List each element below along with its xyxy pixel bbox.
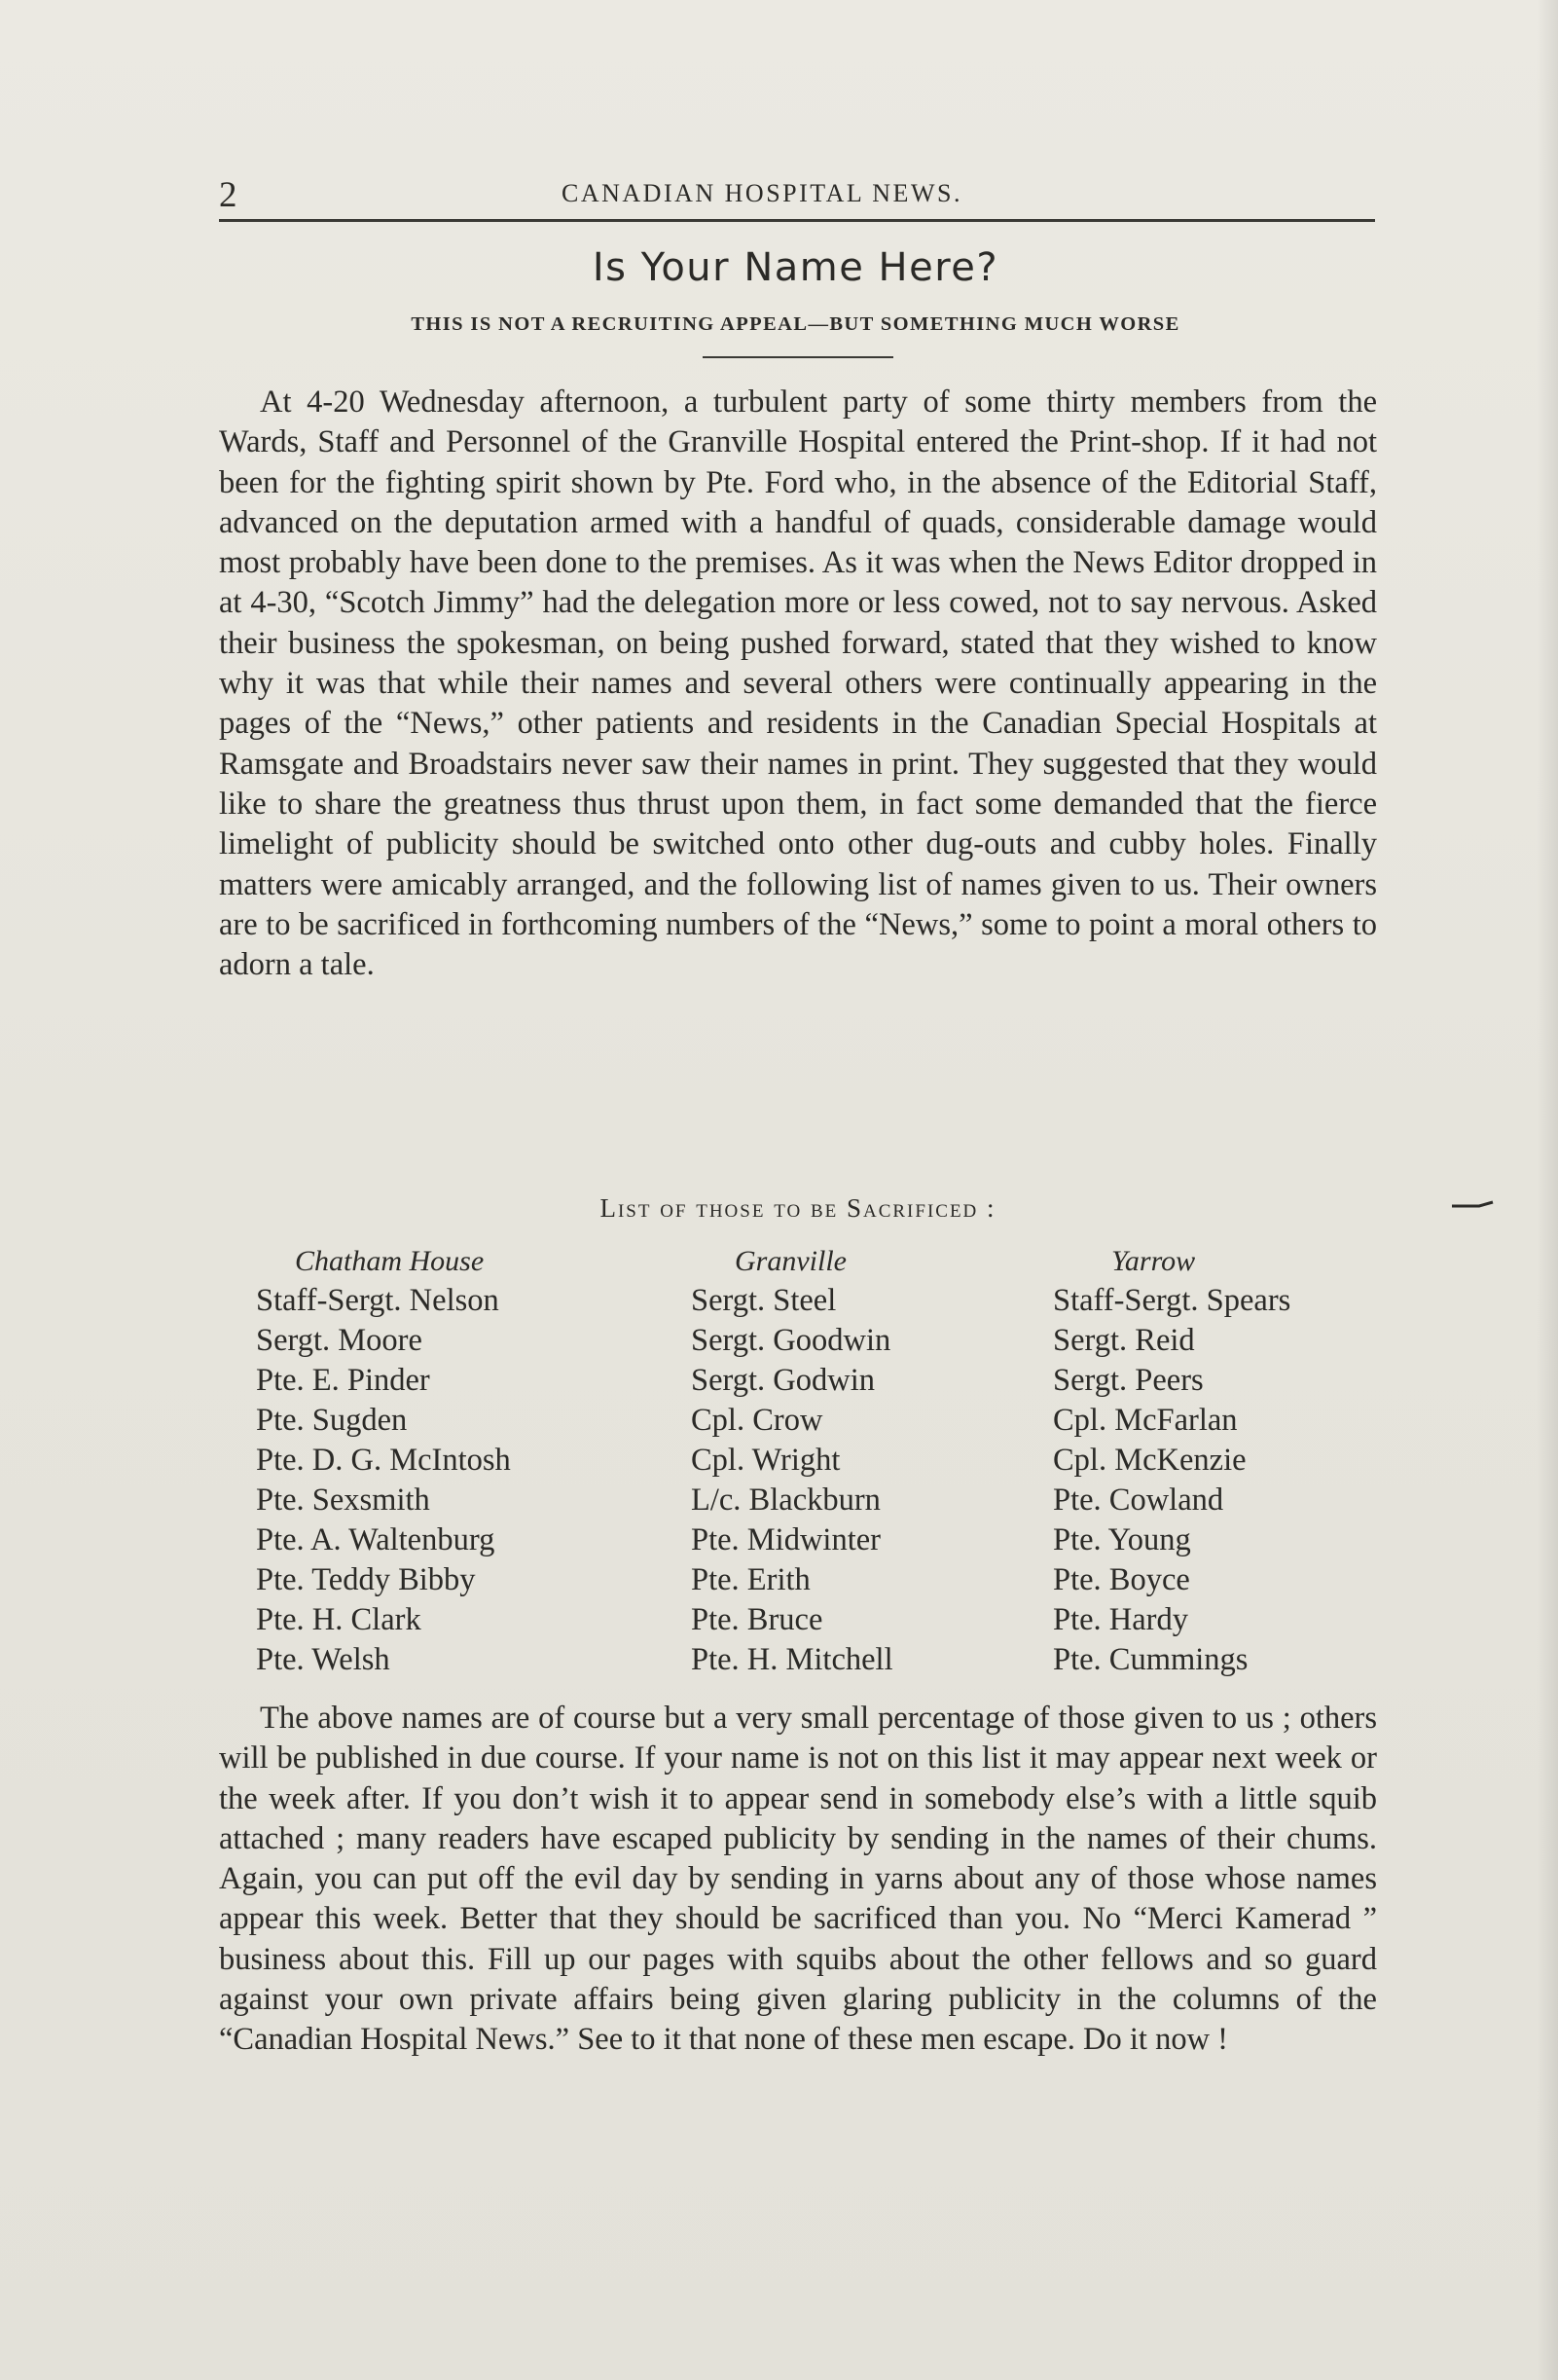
- list-item: Staff-Sergt. Nelson: [256, 1283, 499, 1318]
- journal-title: CANADIAN HOSPITAL NEWS.: [562, 179, 962, 207]
- list-item: Pte. H. Clark: [256, 1602, 421, 1637]
- article-title: Is Your Name Here?: [592, 245, 999, 290]
- column-heading: Yarrow: [1111, 1245, 1196, 1277]
- list-item: Pte. Welsh: [256, 1642, 390, 1677]
- list-item: Pte. Hardy: [1053, 1602, 1188, 1637]
- closing-paragraph: The above names are of course but a very small percentage of those given to us ; others will be published in due course. If your name is not on this list it may appear next week or the week after. If you don’t wish it to appear send in somebody else’s with a little squib attached ; many readers have escaped publicity by sending in the names of their chums. Again, you can put off the evil day by sending in yarns about any of those whose names appear this week. Better that they should be sacrificed than you. No “Merci Kamerad ” business about this. Fill up our pages with squibs about the other fellows and so guard against your own private affairs being given glaring publicity in the columns of the “Canadian Hospital News.” See to it that none of these men escape. Do it now !: [219, 1701, 1377, 2058]
- list-item: Pte. Boyce: [1053, 1562, 1190, 1597]
- page-number: 2: [219, 175, 237, 215]
- list-item: Pte. Midwinter: [691, 1522, 881, 1557]
- list-item: Sergt. Reid: [1053, 1323, 1195, 1358]
- list-item: Sergt. Goodwin: [691, 1323, 891, 1358]
- names-column-granville: [691, 1242, 893, 1680]
- list-item: Pte. Sexsmith: [256, 1483, 430, 1518]
- list-item: Pte. D. G. McIntosh: [256, 1443, 511, 1478]
- names-column-yarrow: [1053, 1242, 1290, 1680]
- list-item: Pte. Young: [1053, 1522, 1191, 1557]
- list-item: Pte. Teddy Bibby: [256, 1562, 476, 1597]
- header-rule: [219, 219, 1375, 222]
- list-item: Cpl. McFarlan: [1053, 1403, 1238, 1438]
- list-item: Pte. H. Mitchell: [691, 1642, 893, 1677]
- list-item: Pte. E. Pinder: [256, 1363, 430, 1398]
- list-heading: List of those to be Sacrificed :: [599, 1193, 996, 1223]
- list-item: Sergt. Peers: [1053, 1363, 1204, 1398]
- name-list: [256, 1281, 511, 1680]
- article-subtitle: THIS IS NOT A RECRUITING APPEAL—BUT SOMETHING MUCH WORSE: [411, 313, 1180, 335]
- list-item: Pte. Sugden: [256, 1403, 408, 1438]
- list-item: Pte. Cummings: [1053, 1642, 1249, 1677]
- running-head: [219, 170, 1372, 219]
- list-item: Pte. Cowland: [1053, 1483, 1224, 1518]
- list-item: L/c. Blackburn: [691, 1483, 881, 1518]
- list-item: Cpl. McKenzie: [1053, 1443, 1247, 1478]
- list-item: Sergt. Moore: [256, 1323, 422, 1358]
- name-list: [1053, 1281, 1290, 1680]
- list-item: Pte. A. Waltenburg: [256, 1522, 495, 1557]
- list-item: Cpl. Crow: [691, 1403, 823, 1438]
- list-item: Staff-Sergt. Spears: [1053, 1283, 1291, 1318]
- column-heading: Chatham House: [295, 1245, 485, 1277]
- subtitle-rule: [703, 356, 893, 358]
- list-item: Sergt. Steel: [691, 1283, 837, 1318]
- name-list: [691, 1281, 893, 1680]
- list-item: Sergt. Godwin: [691, 1363, 875, 1398]
- margin-dash-mark: [1450, 1199, 1497, 1213]
- names-column-chatham-house: [256, 1242, 511, 1680]
- list-item: Pte. Bruce: [691, 1602, 823, 1637]
- intro-paragraph: At 4-20 Wednesday afternoon, a turbulent party of some thirty members from the Wards, Staff and Personnel of the Granville Hospital entered the Print-shop. If it had not been for the fighting spirit shown by Pte. Ford who, in the absence of the Editorial Staff, advanced on the deputation armed with a handful of quads, considerable damage would most probably have been done to the premises. As it was when the News Editor dropped in at 4-30, “Scotch Jimmy” had the delegation more or less cowed, not to say nervous. Asked their business the spokesman, on being pushed forward, stated that they wished to know why it was that while their names and several others were continually appearing in the pages of the “News,” other patients and residents in the Canadian Special Hospitals at Ramsgate and Broadstairs never saw their names in print. They suggested that they would like to share the greatness thus thrust upon them, in fact some demanded that the fierce limelight of publicity should be switched onto other dug-outs and cubby holes. Finally matters were amicably arranged, and the following list of names given to us. Their owners are to be sacrificed in forthcoming numbers of the “News,” some to point a moral others to adorn a tale.: [219, 384, 1377, 983]
- list-item: Pte. Erith: [691, 1562, 811, 1597]
- column-heading: Granville: [735, 1245, 847, 1277]
- list-item: Cpl. Wright: [691, 1443, 841, 1478]
